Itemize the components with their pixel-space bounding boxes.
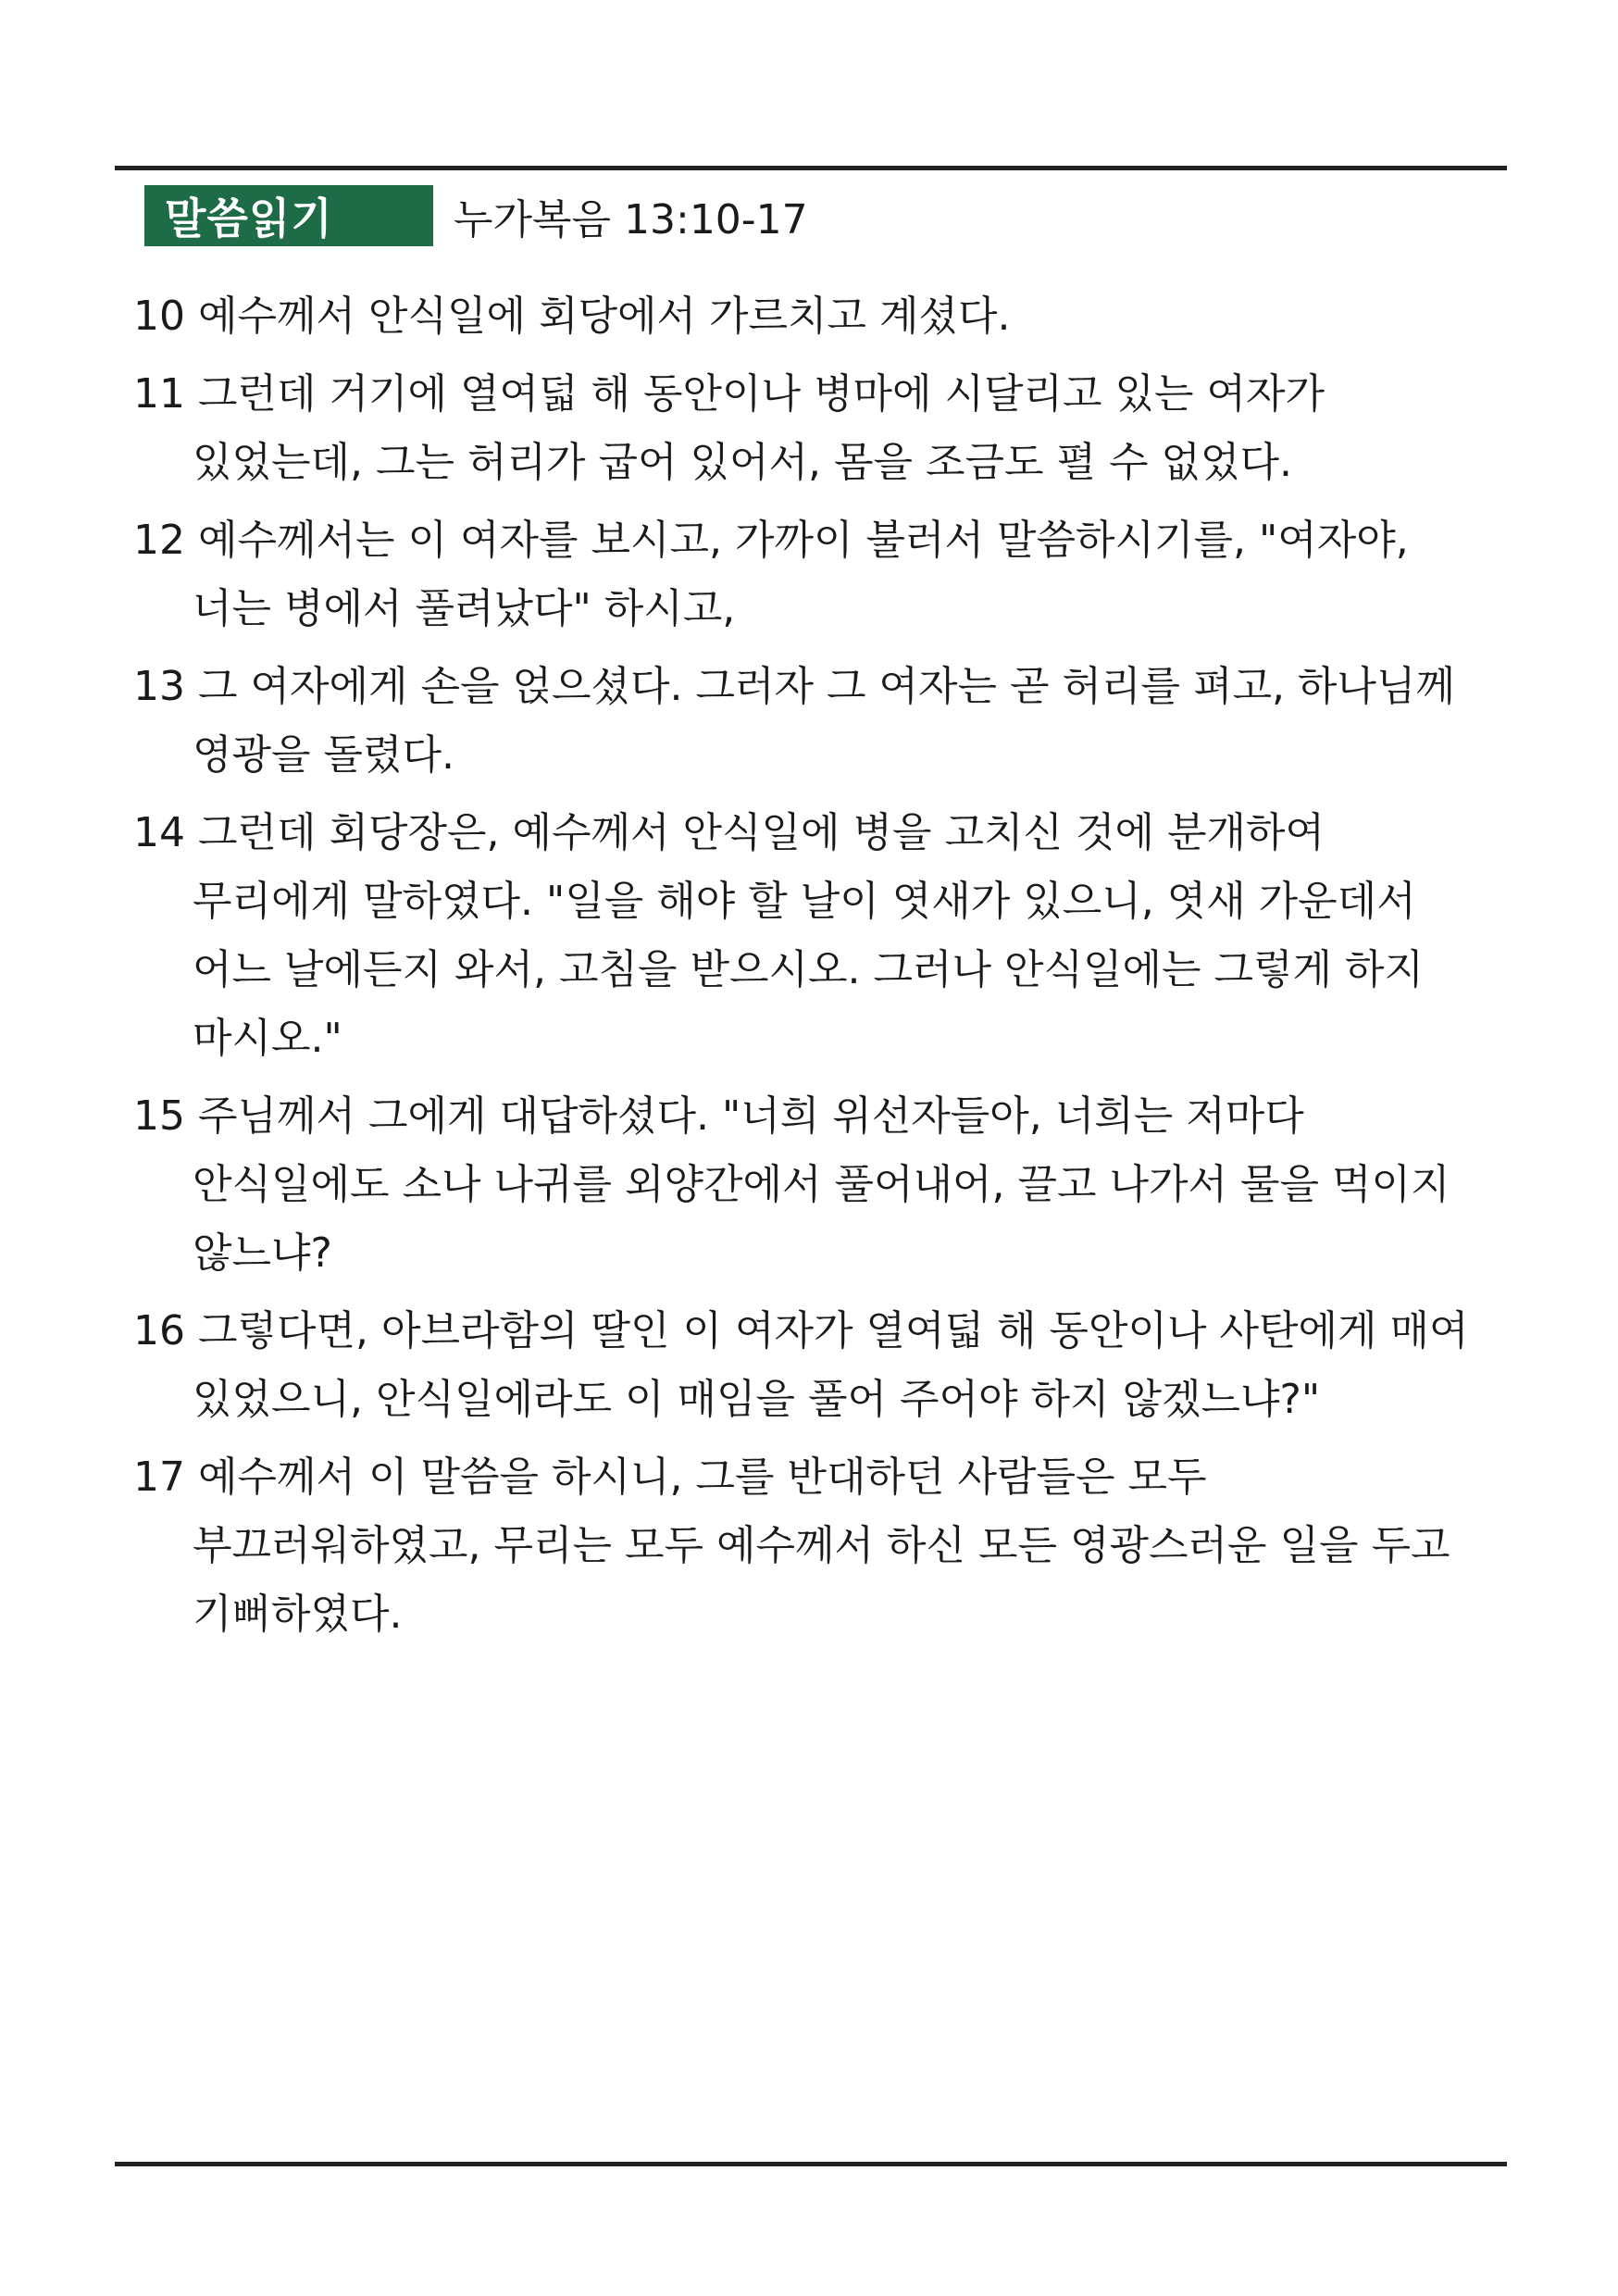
verse-text: 그런데 회당장은, 예수께서 안식일에 병을 고치신 것에 분개하여 무리에게 말하였다. "일을 해야 할 날이 엿새가 있으니, 엿새 가운데서 어느 날에든지 와서, 고침을 받으시오. 그러나 안식일에는 그렇게 하지 마시오." [193, 809, 1424, 1062]
top-divider [115, 166, 1507, 170]
verse-number: 15 [133, 1092, 185, 1140]
verse-list [133, 282, 1494, 1658]
verse-text: 주님께서 그에게 대답하셨다. "너희 위선자들아, 너희는 저마다 안식일에도 소나 나귀를 외양간에서 풀어내어, 끌고 나가서 물을 먹이지 않느냐? [193, 1092, 1450, 1277]
verse [133, 653, 1494, 790]
verse-number: 13 [133, 663, 185, 710]
verse-number: 12 [133, 517, 185, 564]
section-badge: 말씀읽기 [144, 185, 433, 246]
reading-header [144, 185, 808, 246]
verse-number: 17 [133, 1454, 185, 1501]
verse-text: 그 여자에게 손을 얹으셨다. 그러자 그 여자는 곧 허리를 펴고, 하나님께 영광을 돌렸다. [193, 663, 1455, 779]
verse-number: 11 [133, 370, 185, 418]
verse [133, 506, 1494, 643]
verse [133, 799, 1494, 1073]
verse-text: 예수께서 이 말씀을 하시니, 그를 반대하던 사람들은 모두 부끄러워하였고, 무리는 모두 예수께서 하신 모든 영광스러운 일을 두고 기뻐하였다. [193, 1454, 1450, 1638]
scripture-reference: 누가복음 13:10-17 [454, 196, 808, 243]
verse [133, 1082, 1494, 1288]
verse-number: 14 [133, 809, 185, 856]
bottom-divider [115, 2162, 1507, 2166]
verse [133, 282, 1494, 351]
verse-text: 예수께서는 이 여자를 보시고, 가까이 불러서 말씀하시기를, "여자야, 너는 병에서 풀려났다" 하시고, [193, 517, 1409, 632]
verse-text: 그런데 거기에 열여덟 해 동안이나 병마에 시달리고 있는 여자가 있었는데, 그는 허리가 굽어 있어서, 몸을 조금도 펼 수 없었다. [193, 370, 1325, 486]
verse-number: 16 [133, 1307, 185, 1354]
verse-text: 예수께서 안식일에 회당에서 가르치고 계셨다. [198, 293, 1011, 340]
verse [133, 1297, 1494, 1434]
verse-text: 그렇다면, 아브라함의 딸인 이 여자가 열여덟 해 동안이나 사탄에게 매여 있었으니, 안식일에라도 이 매임을 풀어 주어야 하지 않겠느냐?" [193, 1307, 1469, 1423]
verse [133, 360, 1494, 497]
verse-number: 10 [133, 293, 185, 340]
verse [133, 1443, 1494, 1649]
